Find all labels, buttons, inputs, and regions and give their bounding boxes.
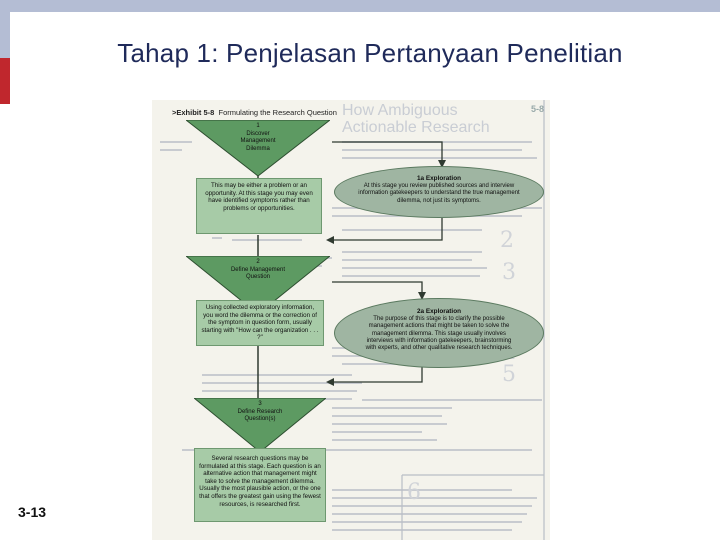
background-margin-glyph: 2	[500, 228, 514, 253]
background-heading: How Ambiguous Actionable Research	[342, 102, 490, 136]
slide-title: Tahap 1: Penjelasan Pertanyaan Penelitian	[117, 38, 623, 68]
exploration-2a-oval: 2a Exploration The purpose of this stage is to clarify the possible management actions that might be taken to solve the management dilemma. This stage usually involves interviews with information gatekeepers, brainstorming with experts, and other qualitative research techniques.	[334, 298, 544, 368]
step-3-note: Several research questions may be formulated at this stage. Each question is an alternative action that management might take to solve the management dilemma. Usually the most plausible action, or the one that offers the greatest gain using the fewest resources, is researched first.	[194, 448, 326, 522]
step-1-triangle	[186, 120, 330, 176]
background-margin-glyph: 5	[502, 362, 516, 387]
exploration-1a-oval: 1a Exploration At this stage you review published sources and interview information gatekeepers to understand the true management dilemma, not just its symptoms.	[334, 166, 544, 218]
background-number: 5-8	[530, 104, 544, 114]
background-margin-glyph: 6	[407, 480, 421, 505]
exhibit-header: >Exhibit 5-8 Formulating the Research Question	[172, 108, 337, 117]
step-2-label: 2 Define Management Question	[230, 259, 286, 280]
background-margin-glyph: 3	[502, 260, 516, 285]
slide-number: 3-13	[18, 504, 47, 520]
step-1-label: 1 Discover Management Dilemma	[240, 123, 276, 152]
step-2-note: Using collected exploratory information, you word the dilemma or the correction of the symptom in question form, usually starting with "How can the organization . . . ?"	[196, 300, 324, 346]
step-3-label: 3 Define Research Question(s)	[237, 401, 283, 422]
exhibit-scan	[152, 100, 550, 540]
step-3-triangle	[194, 398, 326, 452]
step-1-note: This may be either a problem or an opportunity. At this stage you may even have identified symptoms rather than problems or opportunities.	[196, 178, 322, 234]
